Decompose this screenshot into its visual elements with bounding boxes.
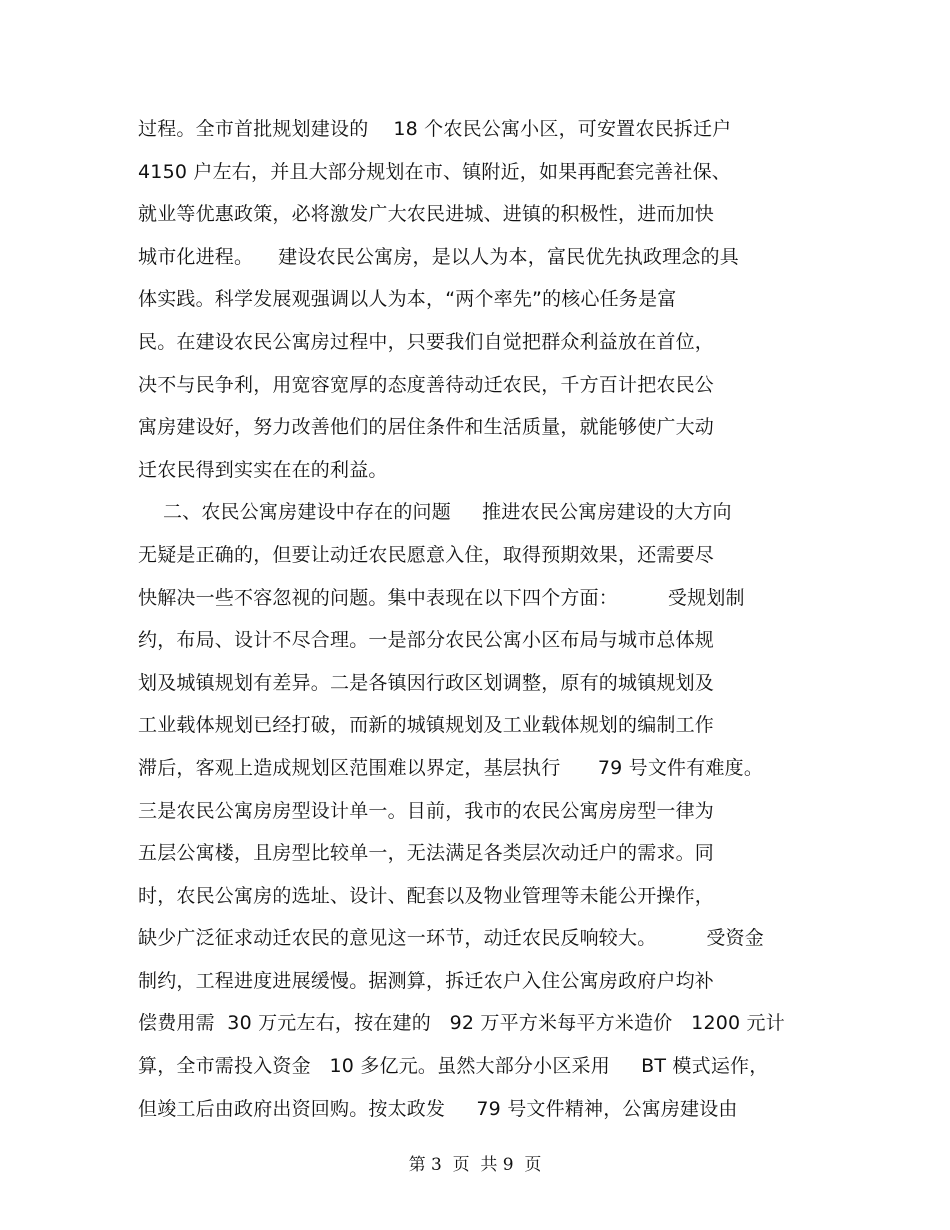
text-line: 三是农民公寓房房型设计单一。目前，我市的农民公寓房房型一律为: [138, 799, 715, 822]
text-line: 划及城镇规划有差异。二是各镇因行政区划调整，原有的城镇规划及: [138, 671, 715, 694]
text-line: 工业载体规划已经打破，而新的城镇规划及工业载体规划的编制工作: [138, 714, 715, 737]
text-line: 时，农民公寓房的选址、设计、配套以及物业管理等未能公开操作，: [138, 884, 715, 907]
text-line: 寓房建设好，努力改善他们的居住条件和生活质量，就能够使广大动: [138, 416, 715, 439]
text-line: 但竣工后由政府出资回购。按太政发 79 号文件精神，公寓房建设由: [138, 1097, 738, 1120]
text-line: 就业等优惠政策，必将激发广大农民进城、进镇的积极性，进而加快: [138, 203, 715, 226]
text-line: 二、农民公寓房建设中存在的问题 推进农民公寓房建设的大方向: [138, 501, 732, 524]
text-line: 算，全市需投入资金 10 多亿元。虽然大部分小区采用 BT 模式运作，: [138, 1055, 769, 1078]
body-text: [138, 108, 818, 1130]
text-line: 城市化进程。 建设农民公寓房，是以人为本，富民优先执政理念的具: [138, 245, 739, 268]
text-line: 偿费用需 30 万元左右，按在建的 92 万平方米每平方米造价 1200 元计: [138, 1012, 785, 1035]
text-line: 快解决一些不容忽视的问题。集中表现在以下四个方面： 受规划制: [138, 586, 745, 609]
text-line: 制约，工程进度进展缓慢。据测算，拆迁农户入住公寓房政府户均补: [138, 969, 715, 992]
text-line: 决不与民争利，用宽容宽厚的态度善待动迁农民，千方百计把农民公: [138, 373, 715, 396]
text-line: 民。在建设农民公寓房过程中，只要我们自觉把群众利益放在首位，: [138, 330, 715, 353]
text-line: 滞后，客观上造成规划区范围难以界定，基层执行 79 号文件有难度。: [138, 756, 764, 779]
text-line: 无疑是正确的，但要让动迁农民愿意入住，取得预期效果，还需要尽: [138, 543, 715, 566]
page-number-footer: 第 3 页 共 9 页: [408, 1155, 542, 1175]
text-line: 缺少广泛征求动迁农民的意见这一环节，动迁农民反响较大。 受资金: [138, 927, 764, 950]
text-line: 4150 户左右，并且大部分规划在市、镇附近，如果再配套完善社保、: [138, 160, 731, 183]
text-line: 迁农民得到实实在在的利益。: [138, 458, 388, 481]
text-line: 五层公寓楼，且房型比较单一，无法满足各类层次动迁户的需求。同: [138, 842, 715, 865]
text-line: 约，布局、设计不尽合理。一是部分农民公寓小区布局与城市总体规: [138, 629, 715, 652]
text-line: 过程。全市首批规划建设的 18 个农民公寓小区，可安置农民拆迁户: [138, 118, 732, 140]
text-line: 体实践。科学发展观强调以人为本，“两个率先”的核心任务是富: [138, 288, 677, 311]
